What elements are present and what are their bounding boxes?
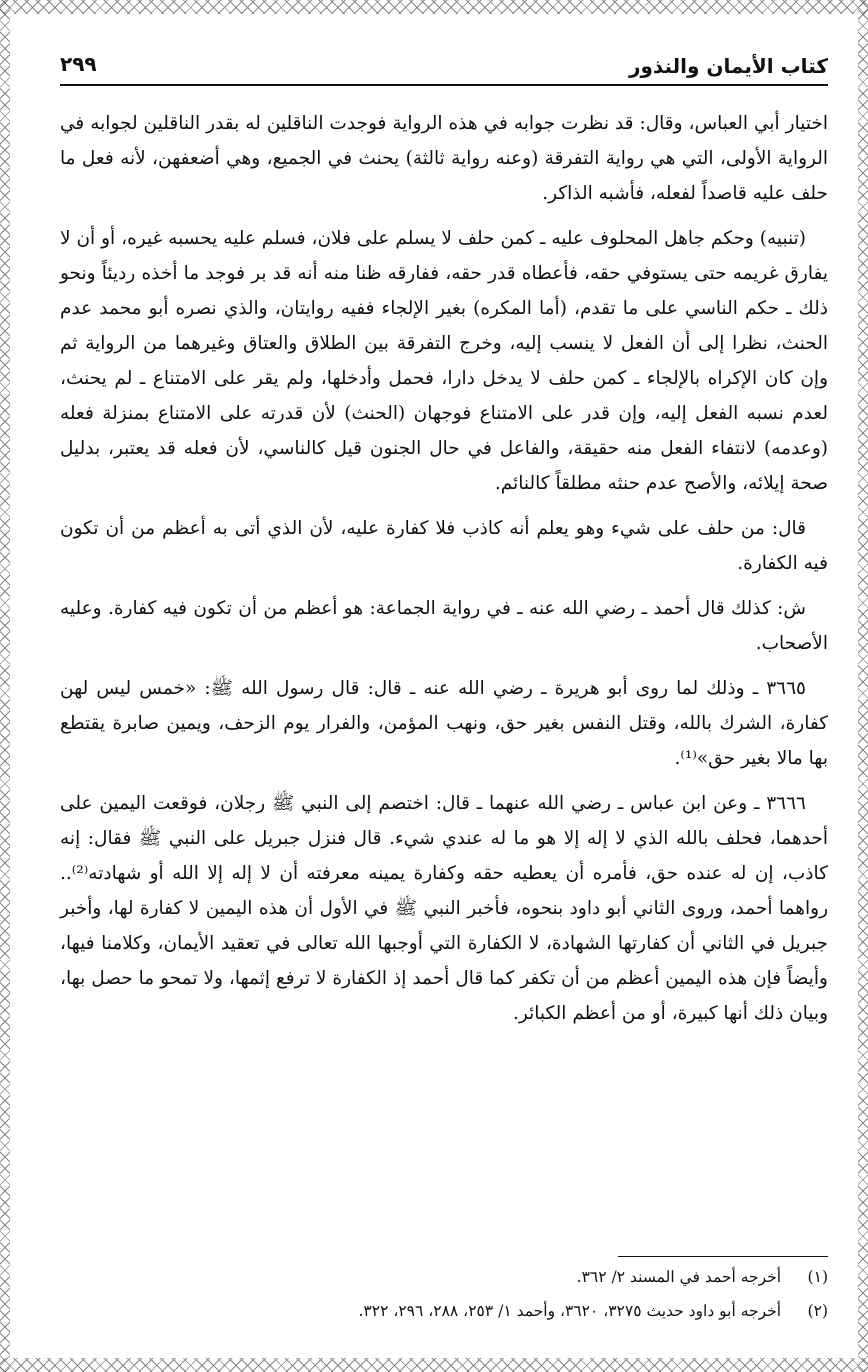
book-page bbox=[60, 44, 828, 1344]
decorative-border-top bbox=[0, 0, 868, 14]
paragraph: قال: من حلف على شيء وهو يعلم أنه كاذب فلا كفارة عليه، لأن الذي أتى به أعظم من أن تكون فيه الكفارة. bbox=[60, 518, 828, 574]
footnote-number: (٢) bbox=[807, 1302, 828, 1320]
footnote bbox=[60, 1263, 828, 1291]
chapter-title: كتاب الأيمان والنذور bbox=[628, 54, 828, 78]
footnotes bbox=[60, 1256, 828, 1325]
paragraph: ٣٦٦٥ ـ وذلك لما روى أبو هريرة ـ رضي الله عنه ـ قال: قال رسول الله ﷺ: «خمس ليس لهن كفارة، الشرك بالله، وقتل النفس بغير حق، ونهب المؤمن، والفرار يوم الزحف، ويمين صابرة يقتطع بها مالا بغير حق»⁽¹⁾. bbox=[60, 678, 828, 769]
paragraph: اختيار أبي العباس، وقال: قد نظرت جوابه في هذه الرواية فوجدت الناقلين له بقدر الناقلين لجوابه في الرواية الأولى، التي هي رواية التفرقة (وعنه رواية ثالثة) يحنث في الجميع، وهي أضعفهن، لأنه فعل ما حلف عليه قاصداً لفعله، فأشبه الذاكر. bbox=[60, 113, 828, 204]
paragraph: ٣٦٦٦ ـ وعن ابن عباس ـ رضي الله عنهما ـ قال: اختصم إلى النبي ﷺ رجلان، فوقعت اليمين على أحدهما، فحلف بالله الذي لا إله إلا هو ما له عندي شيء. قال فنزل جبريل على النبي ﷺ فقال: إنه كاذب، إن له عنده حق، فأمره أن يعطيه حقه وكفارة يمينه معرفته أن لا إله إلا الله أو شهادته⁽²⁾.. رواهما أحمد، وروى الثاني أبو داود بنحوه، فأخبر النبي ﷺ في الأول أن هذه اليمين لا كفارة لها، وأخبر جبريل في الثاني أن كفارتها الشهادة، لا الكفارة التي أوجبها الله تعالى في تعقيد الأيمان، وكلامنا فيها، وأيضاً فإن هذه اليمين أعظم من أن تكفر كما قال أحمد إذ الكفارة لا ترفع إثمها، ولا تمحو ما حصل بها، وبيان ذلك أنها كبيرة، أو من أعظم الكبائر. bbox=[60, 793, 828, 1024]
footnote-divider bbox=[618, 1256, 828, 1257]
footnote-number: (١) bbox=[807, 1268, 828, 1286]
footnote-text: أخرجه أحمد في المسند ٢/ ٣٦٢. bbox=[576, 1268, 782, 1286]
paragraph: (تنبيه) وحكم جاهل المحلوف عليه ـ كمن حلف لا يسلم على فلان، فسلم عليه يحسبه غيره، أو أن لا يفارق غريمه حتى يستوفي حقه، فأعطاه قدر حقه، ففارقه ظنا منه أنه قد بر فوجد ما أخذه رديئاً ونحو ذلك ـ حكم الناسي على ما تقدم، (أما المكره) بغير الإلجاء ففيه روايتان، والذي نصره أبو محمد عدم الحنث، نظرا إلى أن الفعل لا ينسب إليه، وخرج التفرقة بين الطلاق والعتاق وغيرهما من الرواية ثم وإن كان الإكراه بالإلجاء ـ كمن حلف لا يدخل دارا، فحمل وأدخلها، ولم يقر على الامتناع ـ لم يحنث، لعدم نسبه الفعل إليه، وإن قدر على الامتناع فوجهان (الحنث) لأن قدرته على الامتناع بمنزلة فعله (وعدمه) لانتفاء الفعل منه حقيقة، والفاعل في حال الجنون قيل كالناسي، لأن فعله قد يعتبر، بدليل صحة إيلائه، والأصح عدم حنثه مطلقاً كالنائم. bbox=[60, 228, 828, 494]
decorative-border-bottom bbox=[0, 1358, 868, 1372]
decorative-border-right bbox=[858, 0, 868, 1372]
footnote bbox=[60, 1297, 828, 1325]
paragraph: ش: كذلك قال أحمد ـ رضي الله عنه ـ في رواية الجماعة: هو أعظم من أن تكون فيه كفارة. وعليه الأصحاب. bbox=[60, 598, 828, 654]
page-number: ٢٩٩ bbox=[60, 52, 97, 76]
decorative-border-left bbox=[0, 0, 10, 1372]
page-header bbox=[60, 44, 828, 86]
footnote-text: أخرجه أبو داود حديث ٣٢٧٥، ٣٦٢٠، وأحمد ١/ ٢٥٣، ٢٨٨، ٢٩٦، ٣٢٢. bbox=[358, 1302, 782, 1320]
page-body bbox=[60, 106, 828, 1031]
